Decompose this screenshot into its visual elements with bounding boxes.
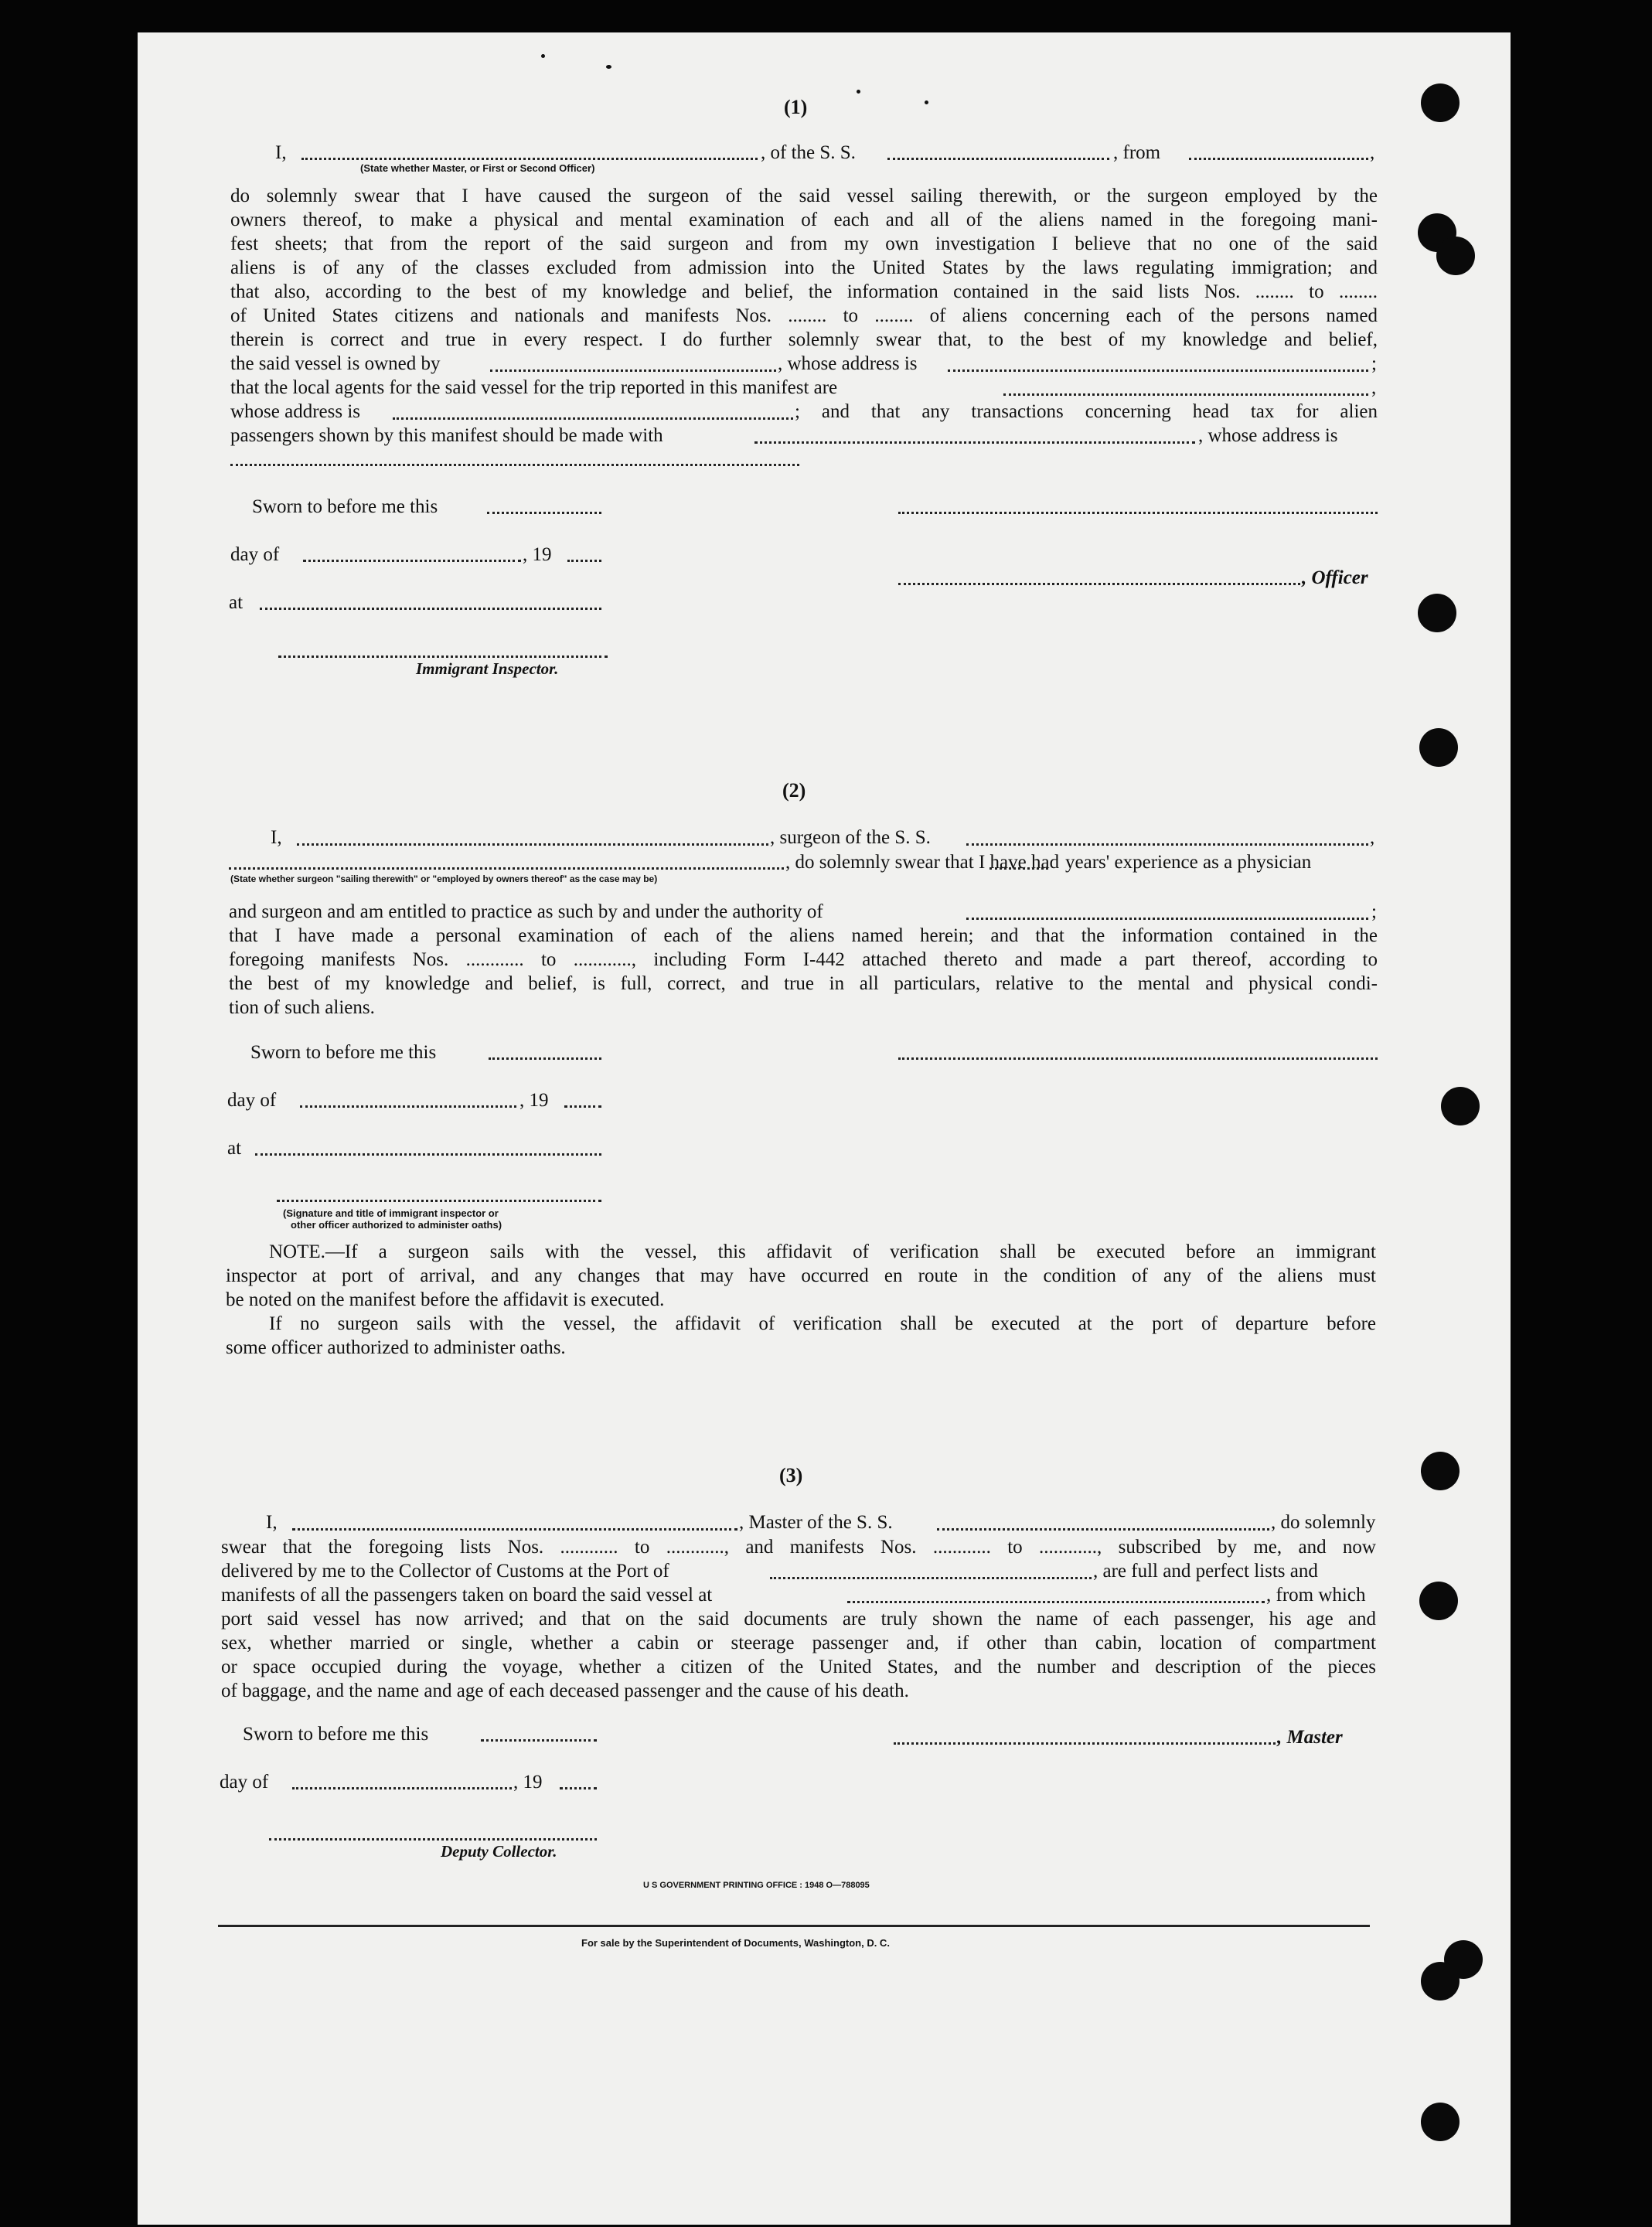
gpo-imprint: U S GOVERNMENT PRINTING OFFICE : 1948 O—788095: [643, 1881, 870, 1890]
s2-authority-label: and surgeon and am entitled to practice as such by and under the authority of: [229, 901, 823, 922]
s1-text-line: therein is correct and true in every respect. I do further solemnly swear that, to the best of my knowledge and belief,: [230, 329, 1378, 350]
authority-field[interactable]: [966, 918, 1368, 920]
s3-text-line: or space occupied during the voyage, whether a citizen of the United States, and the number and description of the pieces: [221, 1657, 1376, 1677]
s1-signature-field[interactable]: [898, 512, 1378, 514]
s1-officer-field[interactable]: [898, 583, 1300, 585]
punch-hole: [1419, 728, 1458, 767]
customs-port-field[interactable]: [770, 1577, 1092, 1579]
ship-name-field[interactable]: [887, 158, 1109, 160]
s3-text-line: of baggage, and the name and age of each deceased passenger and the cause of his death.: [221, 1680, 909, 1701]
s3-text-line: sex, whether married or single, whether a cabin or steerage passenger and, if other than cabin, location of compartment: [221, 1633, 1376, 1653]
s1-agent-address-label: whose address is: [230, 401, 361, 422]
s3-sworn-label: Sworn to before me this: [243, 1724, 429, 1745]
departure-port-field[interactable]: [1189, 158, 1368, 160]
s2-day-month-field[interactable]: [300, 1105, 516, 1108]
s2-line1-i: I,: [271, 827, 282, 848]
s2-years-text: years' experience as a physician: [1065, 852, 1312, 873]
s2-line1-end: ,: [1370, 827, 1375, 848]
s2-at-label: at: [227, 1138, 242, 1159]
s3-year-field[interactable]: [560, 1787, 597, 1789]
contact-address-field[interactable]: [230, 464, 799, 466]
footer-rule: [218, 1925, 1370, 1927]
punch-hole: [1419, 1582, 1458, 1620]
punch-hole: [1421, 83, 1460, 122]
s3-master-signature-field[interactable]: [894, 1742, 1276, 1745]
s2-sworn-date-field[interactable]: [489, 1057, 601, 1060]
s1-at-label: at: [229, 592, 244, 613]
s1-year-label: , 19: [523, 544, 552, 565]
s1-owned-label: the said vessel is owned by: [230, 353, 441, 374]
s1-line1-i: I,: [275, 142, 287, 163]
s2-year-label: , 19: [519, 1090, 549, 1111]
s1-sworn-label: Sworn to before me this: [252, 496, 438, 517]
punch-hole: [1421, 1962, 1460, 2001]
speck: [925, 100, 928, 104]
surgeon-name-field[interactable]: [297, 843, 768, 846]
s2-note-line: inspector at port of arrival, and any changes that may have occurred en route in the condition of any of the aliens must: [226, 1265, 1376, 1286]
headtax-contact-field[interactable]: [754, 441, 1195, 444]
s1-line9-end: ;: [1371, 353, 1377, 374]
punch-hole: [1441, 1087, 1480, 1125]
s1-at-field[interactable]: [260, 608, 601, 610]
s1-sworn-date-field[interactable]: [487, 512, 601, 514]
s1-text-line: of United States citizens and nationals and manifests Nos. ........ to ........ of aliens concerning each of the persons named: [230, 305, 1378, 326]
s1-line1-from: , from: [1113, 142, 1161, 163]
s3-sworn-date-field[interactable]: [481, 1739, 597, 1742]
s2-note-line: be noted on the manifest before the affidavit is executed.: [226, 1289, 665, 1310]
s3-text-line: port said vessel has now arrived; and that on the said documents are truly shown the name of each passenger, his age and: [221, 1609, 1376, 1629]
s2-inspector-signature-field[interactable]: [277, 1200, 601, 1202]
s1-text-line: that also, according to the best of my knowledge and belief, the information contained in the said lists Nos. ........ to ........: [230, 281, 1378, 302]
s1-text-line: fest sheets; that from the report of the said surgeon and from my own investigation I believe that no one of the said: [230, 233, 1378, 254]
s3-line1-i: I,: [266, 1512, 278, 1533]
s2-sig-note-2: other officer authorized to administer oaths): [291, 1219, 502, 1231]
s3-lists-label: , are full and perfect lists and: [1093, 1561, 1318, 1582]
speck: [541, 54, 545, 58]
s1-line1-end: ,: [1370, 142, 1375, 163]
surgeon-status-field[interactable]: [229, 867, 784, 870]
s2-surgeon-label: , surgeon of the S. S.: [770, 827, 931, 848]
s2-swear-text: , do solemnly swear that I have had: [785, 852, 1060, 873]
speck: [606, 65, 611, 69]
punch-hole: [1421, 2103, 1460, 2141]
s2-signature-field[interactable]: [898, 1057, 1378, 1060]
s2-text-line: that I have made a personal examination of each of the aliens named herein; and that the information contained in the: [229, 925, 1378, 946]
punch-hole: [1436, 237, 1475, 275]
punch-hole: [1418, 594, 1456, 632]
s3-master-title: , Master: [1277, 1727, 1343, 1748]
s2-text-line: tion of such aliens.: [229, 997, 375, 1018]
s2-note-line: some officer authorized to administer oaths.: [226, 1337, 566, 1358]
section-1-heading: (1): [784, 96, 808, 118]
agent-address-field[interactable]: [393, 417, 793, 420]
section-3-heading: (3): [779, 1464, 803, 1486]
s1-officer-label: , Officer: [1302, 567, 1368, 588]
s2-sig-note-1: (Signature and title of immigrant inspector or: [283, 1207, 499, 1219]
s2-ship-name-field[interactable]: [966, 843, 1368, 846]
s2-status-note: (State whether surgeon "sailing therewith" or "employed by owners thereof" as the case may be): [230, 873, 658, 884]
master-name-field[interactable]: [292, 1528, 737, 1531]
s3-text-line: swear that the foregoing lists Nos. ............ to ............, and manifests Nos. ............ to ............, subscribed by me, and now: [221, 1537, 1376, 1558]
s1-line10-end: ,: [1371, 377, 1377, 398]
s3-port-label: delivered by me to the Collector of Customs at the Port of: [221, 1561, 669, 1582]
punch-hole: [1421, 1452, 1460, 1490]
boarding-port-field[interactable]: [847, 1601, 1265, 1603]
years-experience-field[interactable]: [989, 867, 1048, 870]
form-page: [138, 32, 1511, 2225]
s2-line3-end: ;: [1371, 901, 1377, 922]
s2-sworn-label: Sworn to before me this: [250, 1042, 437, 1063]
s2-year-field[interactable]: [564, 1105, 601, 1108]
s2-text-line: the best of my knowledge and belief, is full, correct, and true in all particulars, relative to the mental and physical condi-: [229, 973, 1378, 994]
vessel-owner-field[interactable]: [490, 369, 776, 372]
s1-owner-address-label: , whose address is: [778, 353, 918, 374]
s3-ship-name-field[interactable]: [937, 1528, 1269, 1531]
s1-text-line: do solemnly swear that I have caused the surgeon of the said vessel sailing therewith, or the surgeon employed by the: [230, 186, 1378, 206]
local-agents-field[interactable]: [1003, 393, 1368, 396]
s2-day-label: day of: [227, 1090, 277, 1111]
s1-line1-ss: , of the S. S.: [761, 142, 856, 163]
s2-text-line: foregoing manifests Nos. ............ to ............, including Form I-442 attached thereto and made a part thereof, according to: [229, 949, 1378, 970]
s3-fromwhich-label: , from which: [1266, 1585, 1366, 1606]
s2-note-line: If no surgeon sails with the vessel, the affidavit of verification shall be executed at the port of departure before: [269, 1313, 1376, 1334]
officer-rank-field[interactable]: [301, 158, 758, 160]
owner-address-field[interactable]: [948, 369, 1368, 372]
s3-boarded-label: manifests of all the passengers taken on board the said vessel at: [221, 1585, 713, 1606]
s2-at-field[interactable]: [255, 1153, 601, 1156]
s1-rank-note: (State whether Master, or First or Second Officer): [360, 162, 595, 174]
speck: [857, 90, 860, 94]
s1-year-field[interactable]: [567, 560, 601, 562]
s1-passengers-label: passengers shown by this manifest should be made with: [230, 425, 663, 446]
s3-master-label: , Master of the S. S.: [739, 1512, 893, 1533]
s1-day-label: day of: [230, 544, 280, 565]
s3-year-label: , 19: [513, 1772, 543, 1793]
s1-agents-label: that the local agents for the said vessel for the trip reported in this manifest are: [230, 377, 838, 398]
s3-solemnly-label: , do solemnly: [1271, 1512, 1376, 1533]
s1-inspector-label: Immigrant Inspector.: [416, 659, 559, 678]
s1-text-line: aliens is of any of the classes excluded from admission into the United States by the laws regulating immigration; and: [230, 257, 1378, 278]
s2-note-line: NOTE.—If a surgeon sails with the vessel, this affidavit of verification shall be executed before an immigrant: [269, 1241, 1376, 1262]
s3-day-month-field[interactable]: [292, 1787, 512, 1789]
s1-day-month-field[interactable]: [303, 560, 521, 562]
s1-headtax-text: ; and that any transactions concerning head tax for alien: [795, 401, 1378, 422]
s3-deputy-label: Deputy Collector.: [441, 1842, 557, 1861]
s1-contact-address-label: , whose address is: [1198, 425, 1338, 446]
s3-day-label: day of: [220, 1772, 269, 1793]
sale-notice: For sale by the Superintendent of Documents, Washington, D. C.: [581, 1937, 890, 1949]
section-2-heading: (2): [782, 779, 806, 802]
s1-text-line: owners thereof, to make a physical and mental examination of each and all of the aliens named in the foregoing mani-: [230, 209, 1378, 230]
